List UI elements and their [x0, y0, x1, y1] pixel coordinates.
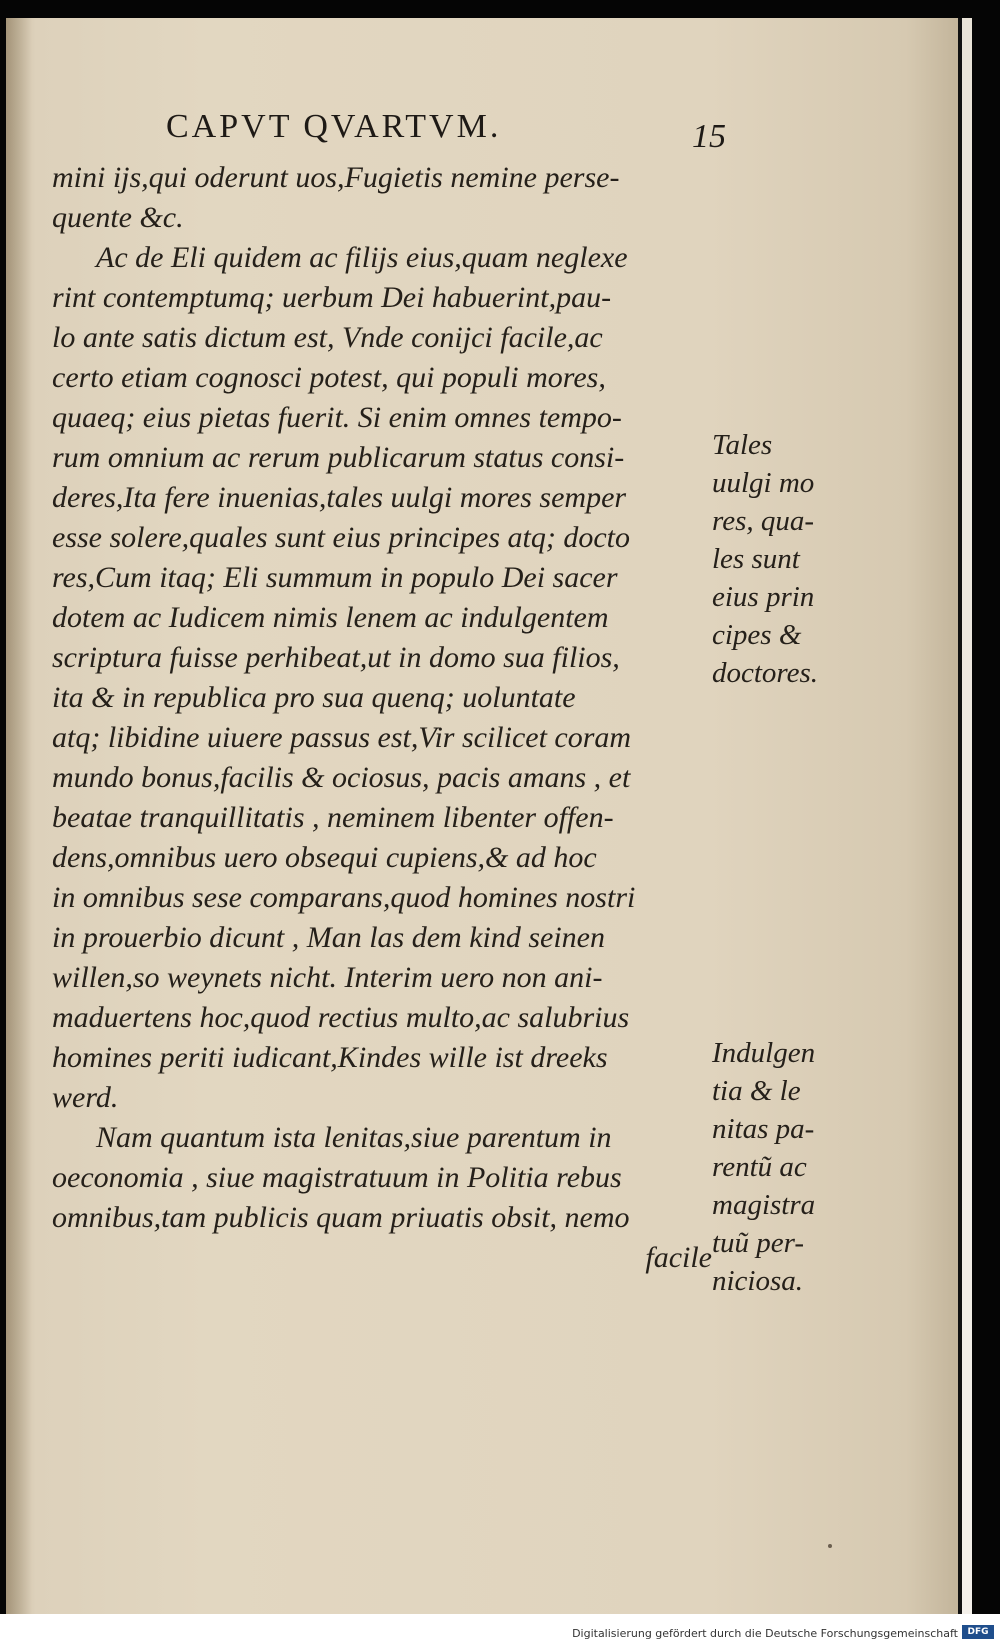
text-line: in omnibus sese comparans,quod homines nostri [52, 881, 636, 914]
text-line: certo etiam cognosci potest, qui populi mores, [52, 361, 606, 394]
text-line: res,Cum itaq; Eli summum in populo Dei sacer [52, 561, 618, 594]
text-line: quente &c. [52, 201, 184, 234]
marginal-note-line: res, qua- [712, 505, 815, 537]
marginal-note-1 [712, 426, 862, 692]
text-line: facile [645, 1241, 712, 1274]
marginal-note-line: Tales [712, 429, 773, 461]
main-text-block [52, 158, 712, 1278]
dfg-logo: DFG [962, 1625, 994, 1639]
marginal-note-line: rentũ ac [712, 1151, 807, 1183]
text-line: scriptura fuisse perhibeat,ut in domo sua filios, [52, 641, 620, 674]
gutter-shadow [6, 18, 32, 1614]
marginal-note-line: Indulgen [712, 1037, 816, 1069]
marginal-note-line: uulgi mo [712, 467, 815, 499]
text-line: atq; libidine uiuere passus est,Vir scilicet coram [52, 721, 632, 754]
text-line: quaeq; eius pietas fuerit. Si enim omnes tempo- [52, 401, 622, 434]
marginal-note-line: les sunt [712, 543, 800, 575]
marginal-note-line: tuũ per- [712, 1227, 805, 1259]
text-line: rum omnium ac rerum publicarum status consi- [52, 441, 625, 474]
page-edge [962, 18, 972, 1614]
marginal-note-line: doctores. [712, 657, 819, 689]
text-line: werd. [52, 1081, 119, 1114]
marginal-note-line: cipes & [712, 619, 802, 651]
text-line: maduertens hoc,quod rectius multo,ac salubrius [52, 1001, 630, 1034]
text-line: mundo bonus,facilis & ociosus, pacis amans , et [52, 761, 631, 794]
text-line: mini ijs,qui oderunt uos,Fugietis nemine perse- [52, 161, 620, 194]
text-line: homines periti iudicant,Kindes wille ist dreeks [52, 1041, 608, 1074]
marginal-note-line: tia & le [712, 1075, 801, 1107]
text-line: in prouerbio dicunt , Man las dem kind seinen [52, 921, 605, 954]
marginal-note-line: nitas pa- [712, 1113, 815, 1145]
footer-bar [0, 1614, 1000, 1648]
text-line: willen,so weynets nicht. Interim uero non ani- [52, 961, 603, 994]
text-line: Ac de Eli quidem ac filijs eius,quam neglexe [96, 241, 628, 274]
running-header: CAPVT QVARTVM. [166, 108, 502, 145]
text-line: beatae tranquillitatis , neminem libenter offen- [52, 801, 614, 834]
text-line: rint contemptumq; uerbum Dei habuerint,pau- [52, 281, 612, 314]
paper-speck [828, 1544, 832, 1548]
marginal-note-line: magistra [712, 1189, 816, 1221]
text-line: esse solere,quales sunt eius principes atq; docto [52, 521, 630, 554]
marginal-note-line: eius prin [712, 581, 815, 613]
footer-credit: Digitalisierung gefördert durch die Deutsche Forschungsgemeinschaft [572, 1627, 958, 1640]
text-line: dotem ac Iudicem nimis lenem ac indulgentem [52, 601, 609, 634]
text-line: ita & in republica pro sua quenq; uoluntate [52, 681, 576, 714]
marginal-note-line: niciosa. [712, 1265, 804, 1297]
text-line: lo ante satis dictum est, Vnde conijci facile,ac [52, 321, 603, 354]
page-number: 15 [692, 118, 726, 155]
text-line: oeconomia , siue magistratuum in Politia rebus [52, 1161, 622, 1194]
text-line: Nam quantum ista lenitas,siue parentum in [96, 1121, 612, 1154]
text-line: deres,Ita fere inuenias,tales uulgi mores semper [52, 481, 627, 514]
marginal-note-2 [712, 1034, 862, 1300]
text-line: omnibus,tam publicis quam priuatis obsit, nemo [52, 1201, 630, 1234]
text-line: dens,omnibus uero obsequi cupiens,& ad hoc [52, 841, 597, 874]
